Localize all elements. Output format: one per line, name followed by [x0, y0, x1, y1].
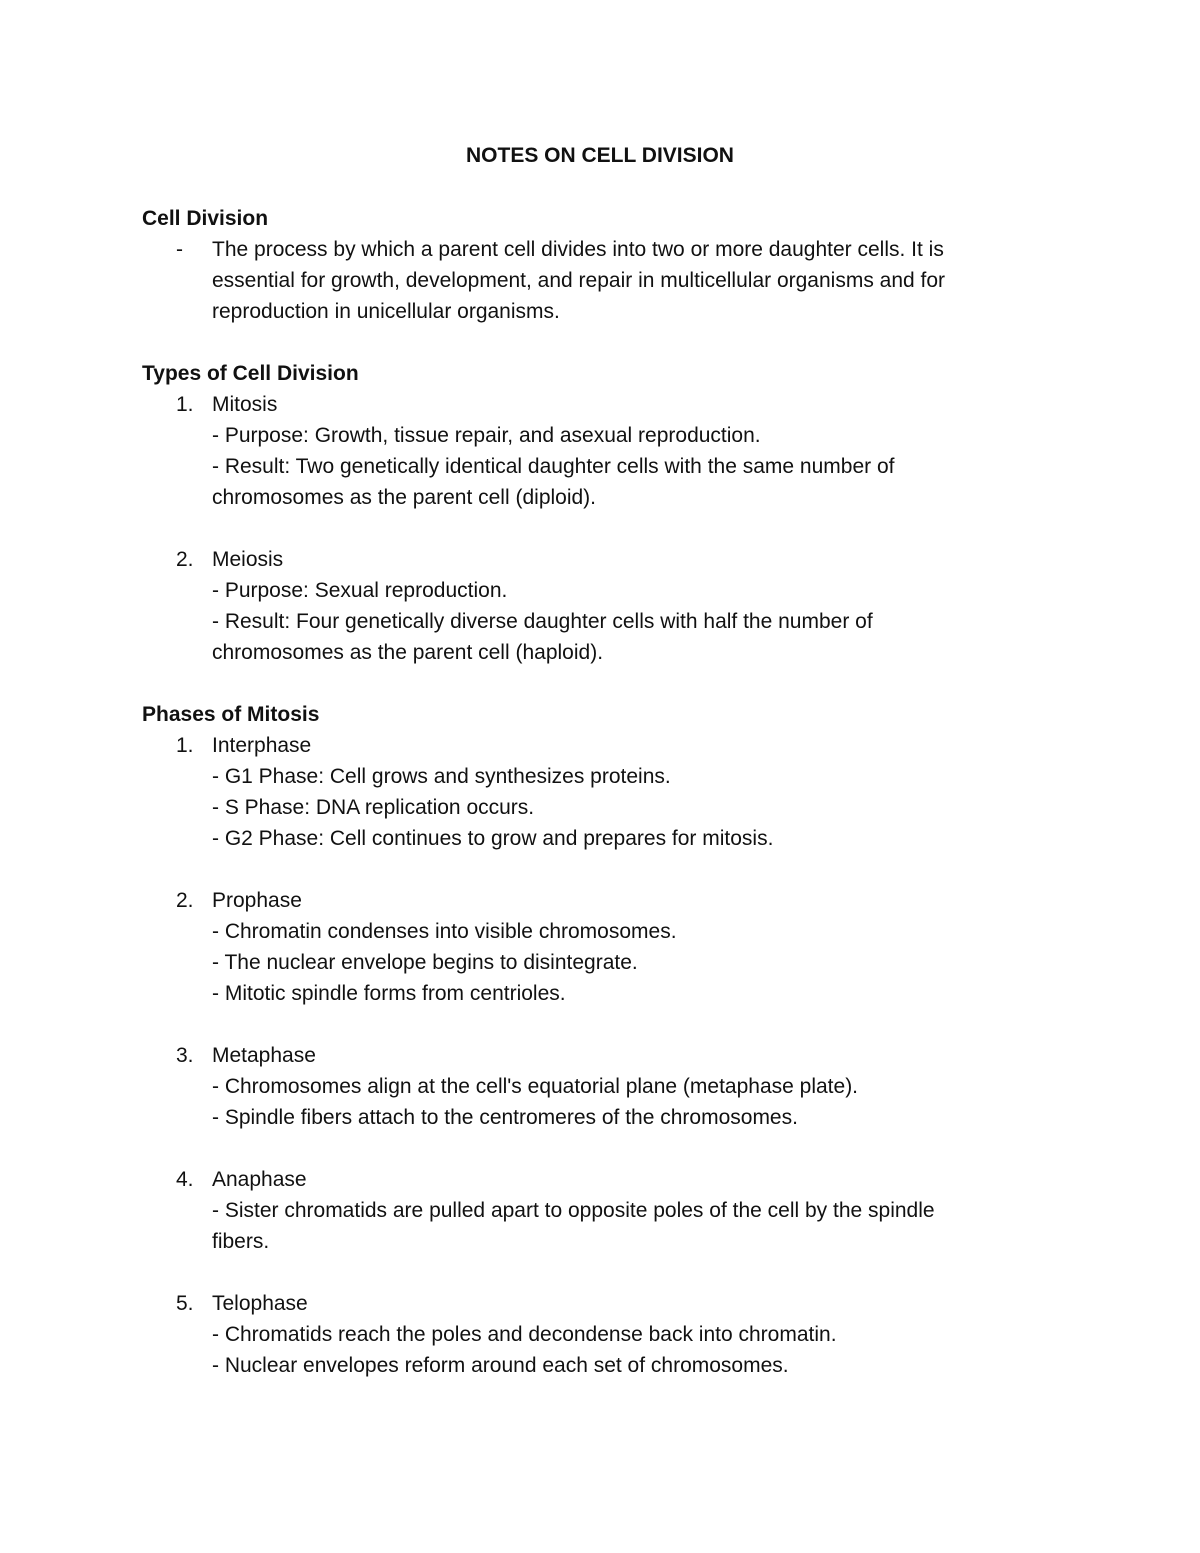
detail-line: - Chromatids reach the poles and decondense back into chromatin.	[212, 1323, 837, 1346]
list-item-metaphase	[142, 1040, 1042, 1133]
detail-line: - Result: Two genetically identical daughter cells with the same number of	[212, 455, 895, 478]
document-body	[142, 203, 1042, 1381]
text-line: reproduction in unicellular organisms.	[212, 300, 560, 323]
item-number: 3.	[176, 1044, 194, 1067]
detail-line: - S Phase: DNA replication occurs.	[212, 796, 535, 819]
item-number: 1.	[176, 734, 194, 757]
detail-line: fibers.	[212, 1230, 270, 1253]
detail-line: - The nuclear envelope begins to disintegrate.	[212, 951, 638, 974]
item-number: 5.	[176, 1292, 194, 1315]
list-item-meiosis	[142, 544, 1042, 668]
list-item-anaphase	[142, 1164, 1042, 1257]
item-name: Prophase	[212, 889, 302, 912]
text-line: The process by which a parent cell divides into two or more daughter cells. It is	[212, 238, 944, 261]
detail-line: - Result: Four genetically diverse daughter cells with half the number of	[212, 610, 873, 633]
item-name: Metaphase	[212, 1044, 316, 1067]
item-number: 1.	[176, 393, 194, 416]
item-name: Meiosis	[212, 548, 284, 571]
detail-line: - G2 Phase: Cell continues to grow and prepares for mitosis.	[212, 827, 774, 850]
heading-types: Types of Cell Division	[142, 362, 359, 385]
list-item-interphase	[142, 730, 1042, 854]
detail-line: - Chromosomes align at the cell's equatorial plane (metaphase plate).	[212, 1075, 859, 1098]
item-name: Mitosis	[212, 393, 278, 416]
definition-text	[212, 234, 1042, 327]
detail-line: - Spindle fibers attach to the centromeres of the chromosomes.	[212, 1106, 798, 1129]
detail-line: - Mitotic spindle forms from centrioles.	[212, 982, 566, 1005]
document-title: NOTES ON CELL DIVISION	[466, 144, 734, 167]
heading-phases: Phases of Mitosis	[142, 703, 320, 726]
item-name: Anaphase	[212, 1168, 307, 1191]
item-number: 2.	[176, 548, 194, 571]
detail-line: - Purpose: Sexual reproduction.	[212, 579, 508, 602]
cell-division-definition	[142, 234, 1042, 327]
item-number: 4.	[176, 1168, 194, 1191]
item-name: Interphase	[212, 734, 312, 757]
list-item-mitosis	[142, 389, 1042, 513]
detail-line: - Chromatin condenses into visible chromosomes.	[212, 920, 677, 943]
detail-line: chromosomes as the parent cell (haploid).	[212, 641, 604, 664]
list-dash: -	[176, 238, 183, 261]
heading-cell-division: Cell Division	[142, 207, 269, 230]
detail-line: - Sister chromatids are pulled apart to opposite poles of the cell by the spindle	[212, 1199, 935, 1222]
item-name: Telophase	[212, 1292, 308, 1315]
detail-line: - Purpose: Growth, tissue repair, and asexual reproduction.	[212, 424, 761, 447]
detail-line: chromosomes as the parent cell (diploid).	[212, 486, 597, 509]
item-number: 2.	[176, 889, 194, 912]
detail-line: - G1 Phase: Cell grows and synthesizes proteins.	[212, 765, 671, 788]
text-line: essential for growth, development, and repair in multicellular organisms and for	[212, 269, 946, 292]
detail-line: - Nuclear envelopes reform around each set of chromosomes.	[212, 1354, 789, 1377]
list-item-prophase	[142, 885, 1042, 1009]
list-item-telophase	[142, 1288, 1042, 1381]
